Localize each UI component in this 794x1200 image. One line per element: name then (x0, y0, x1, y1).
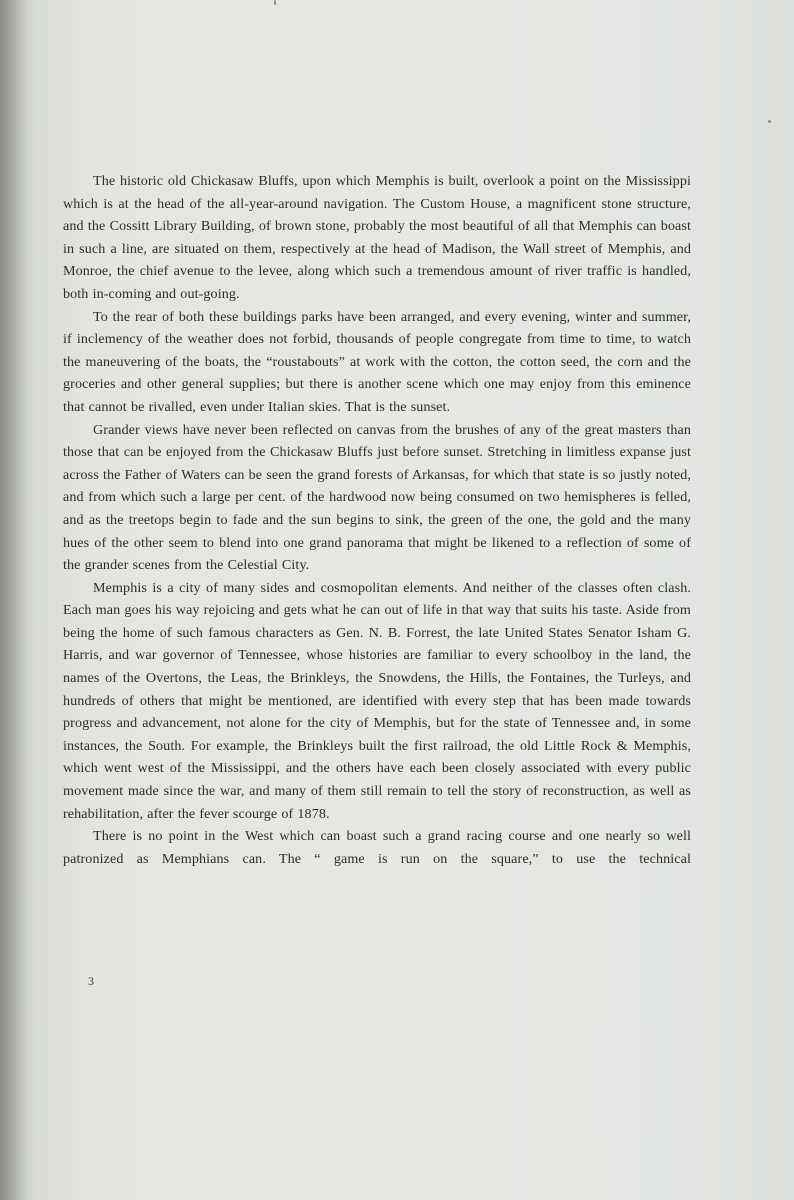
paragraph-2: To the rear of both these buildings parks have been arranged, and every evening, winter and summer, if inclemency of the weather does not forbid, thousands of people congregate from time to time, to watch the maneuvering of the boats, the “roustabouts” at work with the cotton, the cotton seed, the corn and the groceries and other general supplies; but there is another scene which one may enjoy from this eminence that cannot be rivalled, even under Italian skies. That is the sunset. (63, 308, 691, 415)
paper-speck (768, 120, 771, 123)
paragraph-1: The historic old Chickasaw Bluffs, upon which Memphis is built, overlook a point on the Mississippi which is at the head of the all-year-around navigation. The Custom House, a magnificent stone structure, and the Cossitt Library Building, of brown stone, probably the most beautiful of all that Memphis can boast in such a line, are situated on them, respectively at the head of Madison, the Wall street of Memphis, and Monroe, the chief avenue to the levee, along which such a tremendous amount of river traffic is handled, both in-coming and out-going. (63, 173, 691, 302)
paper-mark (274, 0, 276, 5)
paragraph-3: Grander views have never been reflected on canvas from the brushes of any of the great masters than those that can be enjoyed from the Chickasaw Bluffs just before sunset. Stretching in limitless expanse just across the Father of Waters can be seen the grand forests of Arkansas, for which that state is so justly noted, and from which such a large per cent. of the hardwood now being consumed on two hemispheres is felled, and as the treetops begin to fade and the sun begins to sink, the green of the one, the gold and the many hues of the other seem to blend into one grand panorama that might be likened to a reflection of some of the grander scenes from the Celestial City. (63, 421, 691, 574)
paragraph-5: There is no point in the West which can boast such a grand racing course and one nearly so well patronized as Memphians can. The “ game is run on the square,” to use the technical (63, 828, 691, 867)
page-number: 3 (88, 974, 94, 988)
paragraph-4: Memphis is a city of many sides and cosmopolitan elements. And neither of the classes often clash. Each man goes his way rejoicing and gets what he can out of life in that way that suits his taste. Aside from being the home of such famous characters as Gen. N. B. Forrest, the late United States Senator Isham G. Harris, and war governor of Tennessee, whose histories are familiar to every schoolboy in the land, the names of the Overtons, the Leas, the Brinkleys, the Snowdens, the Hills, the Fontaines, the Turleys, and hundreds of others that might be mentioned, are identified with every step that has been made towards progress and advancement, not alone for the city of Memphis, but for the state of Tennessee and, in some instances, the South. For example, the Brinkleys built the first railroad, the old Little Rock & Memphis, which went west of the Mississippi, and the others have each been closely associated with every public movement made since the war, and many of them still remain to tell the story of reconstruction, as well as rehabilitation, after the fever scourge of 1878. (63, 579, 691, 822)
body-text (63, 170, 691, 870)
binding-shadow (0, 0, 28, 1200)
